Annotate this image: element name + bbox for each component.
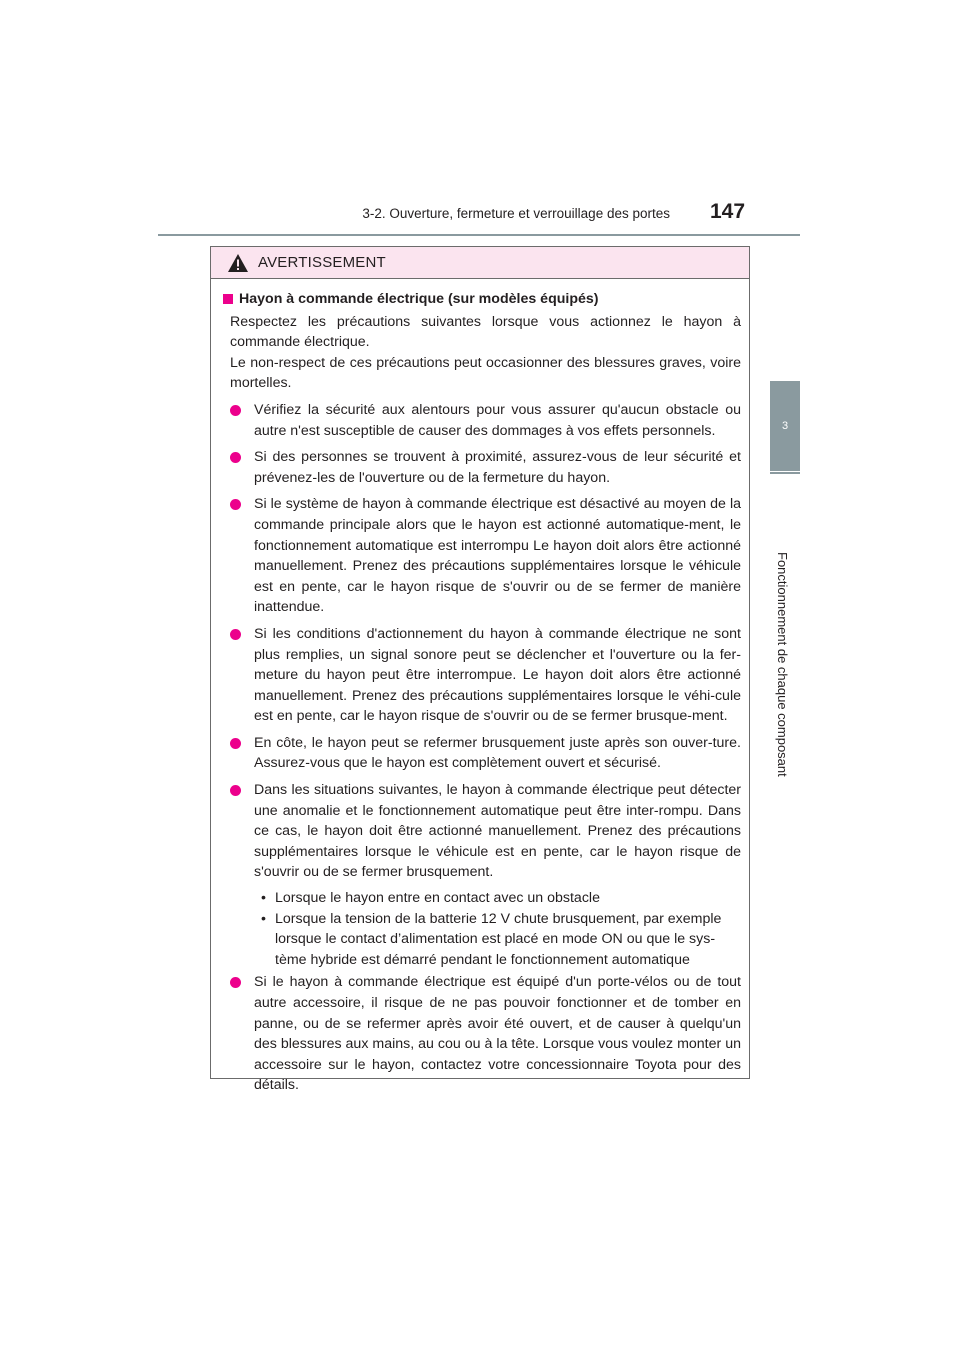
intro-line-1: Respectez les précautions suivantes lorsque vous actionnez le hayon à commande électrique. <box>230 313 741 351</box>
bullet-item <box>223 624 741 727</box>
bullet-item <box>223 494 741 618</box>
chapter-tab-rule <box>770 472 800 474</box>
bullet-marker <box>223 972 248 1096</box>
bullet-item <box>223 780 741 883</box>
bullet-item <box>223 733 741 774</box>
bullet-text: Dans les situations suivantes, le hayon à commande électrique peut détecter une anomalie et le fonctionnement automatique peut être inter-rompu. Dans ce cas, le hayon doit être actionné manuellement. Prenez des précautions supplémentaires lorsque le véhicule est en pente, car le hayon risque de s'ouvrir ou de se fermer brusquement. <box>254 782 741 881</box>
bullet-text: Si le système de hayon à commande électrique est désactivé au moyen de la commande principale alors que le hayon est actionné automatique-ment, le fonctionnement automatique est interrompu Le hayon doit alors être actionné manuellement. Prenez des précautions supplémentaires lorsque le véhicule est en pente, car le hayon risque de s'ouvrir ou de se fermer de manière inattendue. <box>254 496 741 616</box>
circle-bullet-icon <box>230 629 241 640</box>
circle-bullet-icon <box>230 738 241 749</box>
bullet-text: Si les conditions d'actionnement du hayon à commande électrique ne sont plus remplies, un signal sonore peut se déclencher et l'ouverture ou la fer-meture du hayon peut être interrompue. Le hayon doit alors être actionné manuellement. Prenez des précautions supplémentaires lorsque le véhi-cule est en pente, car le hayon risque de s'ouvrir ou de se fermer brusque-ment. <box>254 625 741 725</box>
circle-bullet-icon <box>230 785 241 796</box>
bullet-marker <box>223 400 248 441</box>
chapter-tab <box>770 381 800 471</box>
circle-bullet-icon <box>230 499 241 510</box>
square-bullet-icon <box>223 294 233 304</box>
bullet-marker <box>223 494 248 618</box>
chapter-title: Fonctionnement de chaque composant <box>775 552 790 777</box>
header-rule <box>158 234 800 236</box>
warning-section-title <box>223 289 741 310</box>
circle-bullet-icon <box>230 405 241 416</box>
bullet-text: Vérifiez la sécurité aux alentours pour vous assurer qu'aucun obstacle ou autre n'est susceptible de causer des dommages à vos effets personnels. <box>254 401 741 439</box>
sub-bullet-text: Lorsque le hayon entre en contact avec un obstacle <box>275 890 600 907</box>
bullet-item <box>223 972 741 1096</box>
sub-bullet-text: Lorsque la tension de la batterie 12 V chute brusquement, par exemple lorsque le contact d’alimentation est placé en mode ON ou que le sys-tème hybride est démarré pendant le fonctionnement automatique <box>275 910 722 968</box>
sub-bullet-marker: • <box>261 910 266 927</box>
warning-box <box>210 246 750 1094</box>
sub-bullet-item <box>223 909 741 971</box>
warning-header <box>211 247 749 279</box>
intro-paragraph <box>223 312 741 394</box>
bullet-marker <box>223 447 248 488</box>
warning-label: AVERTISSEMENT <box>258 254 386 271</box>
bullet-text: Si le hayon à commande électrique est équipé d'un porte-vélos ou de tout autre accessoire, il risque de ne pas pouvoir fonctionner et de tomber en panne, ou de se refermer après avoir été ouvert, et de causer à quelqu'un des blessures aux mains, au cou ou à la tête. Lorsque vous voulez monter un accessoire sur le hayon, contactez votre concessionnaire Toyota pour des détails. <box>254 974 741 1094</box>
intro-line-2: Le non-respect de ces précautions peut occasionner des blessures graves, voire mortelles. <box>230 354 741 392</box>
bullet-marker <box>223 624 248 727</box>
bullet-marker <box>223 780 248 883</box>
bullet-item <box>223 400 741 441</box>
page-number: 147 <box>710 200 746 223</box>
warning-body <box>211 279 749 1096</box>
bullet-item <box>223 447 741 488</box>
section-header: 3-2. Ouverture, fermeture et verrouillage des portes <box>362 206 670 221</box>
bullet-text: Si des personnes se trouvent à proximité, assurez-vous de leur sécurité et prévenez-les de l'ouverture ou de la fermeture du hayon. <box>254 449 741 486</box>
bullet-marker <box>223 733 248 774</box>
section-title-text: Hayon à commande électrique (sur modèles équipés) <box>239 291 599 307</box>
bullet-text: En côte, le hayon peut se refermer brusquement juste après son ouver-ture. Assurez-vous que le hayon est complètement ouvert et sécurisé. <box>254 734 741 772</box>
chapter-number: 3 <box>781 420 789 432</box>
warning-triangle-icon <box>227 253 249 273</box>
sub-bullet-item <box>223 888 741 909</box>
circle-bullet-icon <box>230 452 241 463</box>
sub-bullet-marker: • <box>261 890 266 907</box>
circle-bullet-icon <box>230 977 241 988</box>
